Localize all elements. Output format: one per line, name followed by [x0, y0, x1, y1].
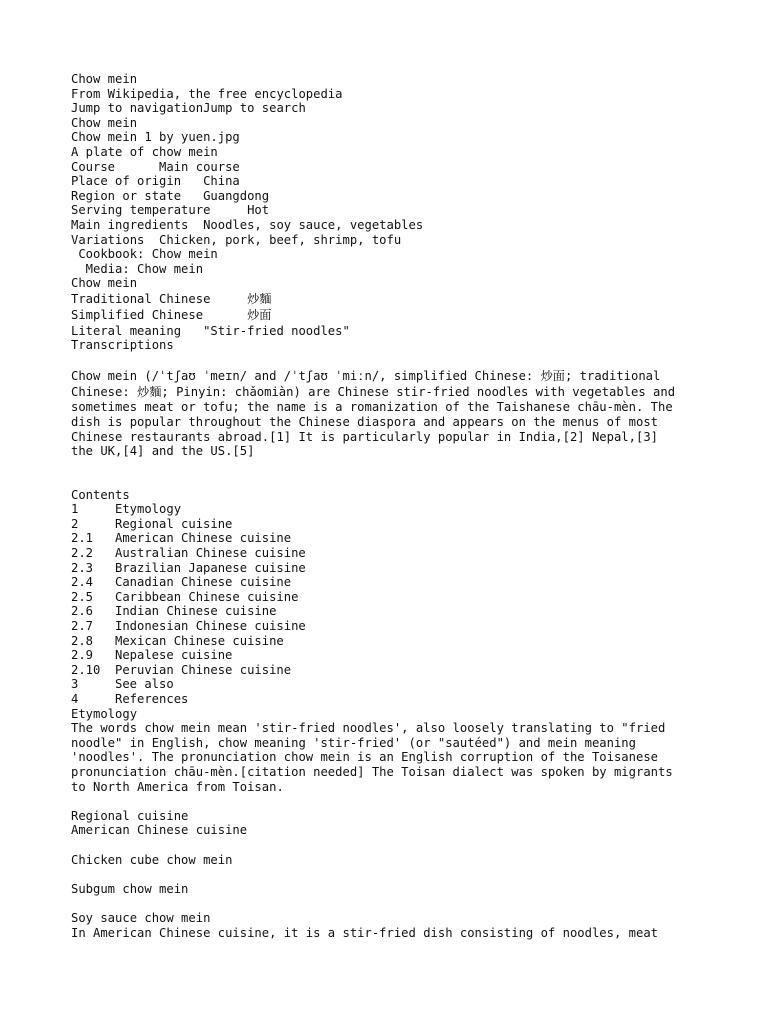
contents-item-label[interactable]: Nepalese cuisine — [115, 648, 233, 663]
contents-item-label[interactable]: Peruvian Chinese cuisine — [115, 662, 292, 677]
contents-item-number: 2 — [71, 516, 79, 531]
contents-item[interactable] — [71, 502, 711, 517]
spacer — [71, 459, 711, 488]
chinese-name-row: Simplified Chinese 炒面 — [71, 308, 272, 323]
infobox-line: Chow mein 1 by yuen.jpg — [71, 130, 240, 145]
spacer — [71, 867, 711, 882]
contents-item-number: 3 — [71, 677, 79, 692]
etymology-line: The words chow mein mean 'stir-fried noodles', also loosely translating to "fried — [71, 721, 666, 736]
contents-item-label[interactable]: Indian Chinese cuisine — [115, 604, 277, 619]
contents-item[interactable] — [71, 677, 711, 692]
contents-item[interactable] — [71, 575, 711, 590]
contents-item-number: 2.10 — [71, 662, 101, 677]
spacer — [71, 353, 711, 368]
contents-item[interactable] — [71, 692, 711, 707]
infobox-line: A plate of chow mein — [71, 144, 218, 159]
infobox-line: Serving temperature Hot — [71, 203, 270, 218]
contents-item-label[interactable]: Regional cuisine — [115, 516, 233, 531]
contents-item[interactable] — [71, 531, 711, 546]
infobox-line: Chow mein — [71, 115, 138, 130]
intro-line: Chinese restaurants abroad.[1] It is particularly popular in India,[2] Nepal,[3] — [71, 429, 658, 444]
contents-item-number: 2.1 — [71, 531, 94, 546]
contents-item-label[interactable]: Etymology — [115, 502, 182, 517]
contents-item[interactable] — [71, 619, 711, 634]
contents-item-label[interactable]: See also — [115, 677, 174, 692]
contents-list — [71, 502, 711, 706]
image-caption: Soy sauce chow mein — [71, 910, 211, 925]
contents-item-number: 2.2 — [71, 546, 94, 561]
contents-heading: Contents — [71, 487, 130, 502]
contents-item[interactable] — [71, 604, 711, 619]
contents-item-label[interactable]: Canadian Chinese cuisine — [115, 575, 292, 590]
infobox-line: Cookbook: Chow mein — [71, 247, 218, 262]
infobox-line: Main ingredients Noodles, soy sauce, vegetables — [71, 217, 424, 232]
infobox-line: Variations Chicken, pork, beef, shrimp, tofu — [71, 232, 402, 247]
contents-item-label[interactable]: American Chinese cuisine — [115, 531, 292, 546]
contents-item[interactable] — [71, 663, 711, 678]
infobox — [71, 72, 711, 353]
etymology-section — [71, 707, 711, 795]
contents-item-number: 2.3 — [71, 560, 94, 575]
contents-item-label[interactable]: Australian Chinese cuisine — [115, 546, 306, 561]
article-text — [71, 72, 711, 940]
contents-item-number: 4 — [71, 692, 79, 706]
contents-item[interactable] — [71, 517, 711, 532]
contents-item-number: 2.7 — [71, 619, 94, 634]
image-caption: Chicken cube chow mein — [71, 852, 233, 867]
chinese-name-row: Traditional Chinese 炒麵 — [71, 291, 272, 306]
contents-item-label[interactable]: Indonesian Chinese cuisine — [115, 619, 306, 634]
spacer — [71, 896, 711, 911]
intro-line: Chinese: 炒麵; Pinyin: chǎomiàn) are Chinese stir-fried noodles with vegetables and — [71, 384, 676, 399]
contents-item-label[interactable]: References — [115, 692, 189, 706]
contents-item-label[interactable]: Caribbean Chinese cuisine — [115, 589, 299, 604]
spacer — [71, 794, 711, 809]
contents-item-label[interactable]: Mexican Chinese cuisine — [115, 633, 284, 648]
etymology-paragraph — [71, 721, 711, 794]
infobox-line: Course Main course — [71, 159, 240, 174]
contents-item-number: 2.8 — [71, 633, 94, 648]
contents-item[interactable] — [71, 648, 711, 663]
etymology-line: noodle" in English, chow meaning 'stir-fried' (or "sautéed") and mein meaning — [71, 735, 636, 750]
infobox-line: Media: Chow mein — [71, 261, 204, 276]
etymology-heading: Etymology — [71, 706, 138, 721]
contents-item[interactable] — [71, 590, 711, 605]
contents-item[interactable] — [71, 634, 711, 649]
infobox-line: Place of origin China — [71, 174, 240, 189]
contents-item-number: 2.5 — [71, 589, 94, 604]
intro-line: dish is popular throughout the Chinese diaspora and appears on the menus of most — [71, 414, 658, 429]
contents-item-number: 1 — [71, 502, 79, 517]
infobox-line: Chow mein — [71, 72, 138, 86]
table-of-contents — [71, 488, 711, 707]
american-chinese-body: In American Chinese cuisine, it is a stir-fried dish consisting of noodles, meat — [71, 925, 658, 940]
regional-cuisine-section — [71, 809, 711, 940]
infobox-line: Jump to navigationJump to search — [71, 101, 306, 116]
etymology-line: 'noodles'. The pronunciation chow mein is an English corruption of the Toisanese — [71, 750, 658, 765]
etymology-line: to North America from Toisan. — [71, 779, 284, 794]
regional-heading: Regional cuisine — [71, 808, 189, 823]
spacer — [71, 838, 711, 853]
contents-item-label[interactable]: Brazilian Japanese cuisine — [115, 560, 306, 575]
infobox-line: Chow mein — [71, 276, 138, 291]
intro-line: Chow mein (/ˈtʃaʊ ˈmeɪn/ and /ˈtʃaʊ ˈmiːn/, simplified Chinese: 炒面; traditional — [71, 368, 661, 383]
infobox-line: From Wikipedia, the free encyclopedia — [71, 86, 343, 101]
intro-line: the UK,[4] and the US.[5] — [71, 444, 255, 459]
contents-item[interactable] — [71, 561, 711, 576]
infobox-line: Region or state Guangdong — [71, 188, 270, 203]
infobox-line: Transcriptions — [71, 338, 174, 353]
intro-paragraph — [71, 368, 711, 459]
contents-item-number: 2.6 — [71, 604, 94, 619]
image-caption: Subgum chow mein — [71, 881, 189, 896]
contents-item[interactable] — [71, 546, 711, 561]
infobox-line: Literal meaning "Stir-fried noodles" — [71, 323, 350, 338]
intro-line: sometimes meat or tofu; the name is a romanization of the Taishanese chāu-mèn. The — [71, 400, 673, 415]
etymology-line: pronunciation chāu-mèn.[citation needed] The Toisan dialect was spoken by migrants — [71, 764, 673, 779]
american-chinese-subheading: American Chinese cuisine — [71, 823, 248, 838]
contents-item-number: 2.9 — [71, 648, 94, 663]
contents-item-number: 2.4 — [71, 575, 94, 590]
